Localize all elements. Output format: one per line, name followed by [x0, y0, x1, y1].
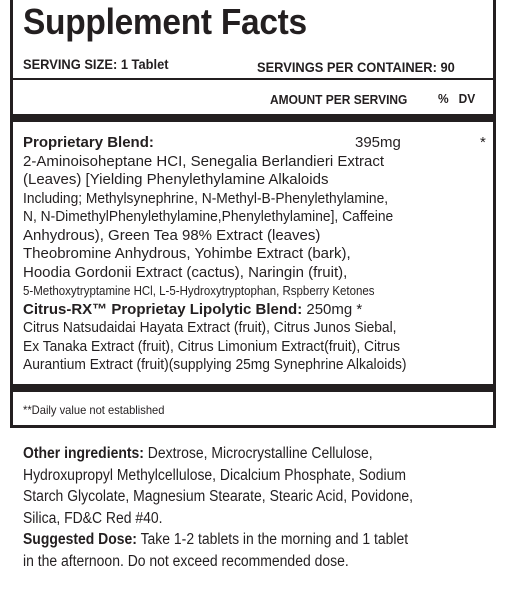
citrus-line: Ex Tanaka Extract (fruit), Citrus Limonium Extract(fruit), Citrus: [23, 337, 401, 355]
citrus-line: Aurantium Extract (fruit)(supplying 25mg Synephrine Alkaloids): [23, 356, 407, 373]
other-ingredients: [23, 443, 493, 572]
ingredient-list: [23, 134, 493, 375]
blend-line: Including; Methylsynephrine, N-Methyl-B-Phenylethylamine,: [23, 189, 389, 207]
other-ingredients-line: Silica, FD&C Red #40.: [23, 509, 163, 527]
citrus-blend-name: Citrus-RX™ Proprietay Lipolytic Blend:: [23, 300, 303, 318]
divider-thick-top: [13, 114, 493, 122]
blend-line: 2-Aminoisoheptane HCI, Senegalia Berlandieri Extract: [23, 152, 385, 170]
percent-dv-header: % DV: [438, 91, 476, 106]
serving-size: SERVING SIZE: 1 Tablet: [23, 56, 169, 72]
blend-line: (Leaves) [Yielding Phenylethylamine Alkaloids: [23, 171, 329, 188]
divider-thin: [13, 78, 493, 80]
blend-amount: 395mg: [355, 134, 401, 151]
citrus-line: Citrus Natsudaidai Hayata Extract (fruit), Citrus Junos Siebal,: [23, 319, 397, 336]
blend-line: N, N-DimethylPhenylethylamine,Phenylethylamine], Caffeine: [23, 208, 394, 225]
blend-line-small: 5-Methoxytryptamine HCl, L-5-Hydroxytryptophan, Rspberry Ketones: [23, 284, 375, 298]
suggested-dose-line: in the afternoon. Do not exceed recommended dose.: [23, 552, 349, 570]
blend-name: Proprietary Blend:: [23, 134, 154, 151]
other-ingredients-label: Other ingredients:: [23, 445, 144, 462]
daily-value-footnote: **Daily value not established: [23, 403, 165, 417]
blend-line: Theobromine Anhydrous, Yohimbe Extract (bark),: [23, 245, 351, 262]
servings-per-container: SERVINGS PER CONTAINER: 90: [257, 59, 455, 75]
other-ingredients-line: Starch Glycolate, Magnesium Stearate, Stearic Acid, Povidone,: [23, 488, 414, 505]
suggested-dose-label: Suggested Dose:: [23, 531, 137, 548]
blend-dv: *: [480, 134, 486, 151]
blend-line: Anhydrous), Green Tea 98% Extract (leaves): [23, 226, 321, 244]
amount-per-serving-header: AMOUNT PER SERVING: [270, 92, 408, 107]
other-ingredients-line: Hydroxupropyl Methylcellulose, Dicalcium Phosphate, Sodium: [23, 466, 407, 484]
citrus-blend-amount: 250mg *: [302, 300, 363, 318]
divider-thick-bottom: [13, 384, 493, 392]
blend-line: Hoodia Gordonii Extract (cactus), Naringin (fruit),: [23, 263, 348, 281]
other-ingredients-text: Dextrose, Microcrystalline Cellulose,: [143, 445, 373, 462]
suggested-dose-text: Take 1-2 tablets in the morning and 1 tablet: [136, 531, 409, 548]
label-title: Supplement Facts: [23, 1, 307, 42]
